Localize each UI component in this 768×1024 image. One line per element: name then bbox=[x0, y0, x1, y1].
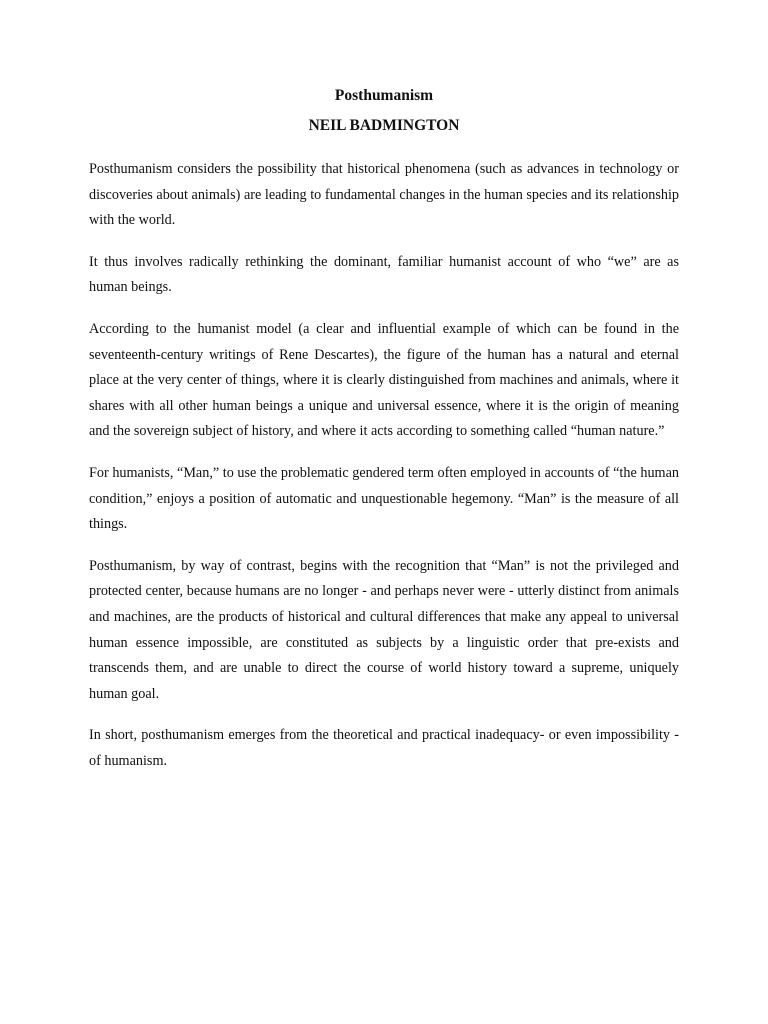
paragraph: It thus involves radically rethinking the dominant, familiar humanist account of who “we” are as human beings. bbox=[89, 253, 679, 296]
paragraph: Posthumanism considers the possibility that historical phenomena (such as advances in technology or discoveries about animals) are leading to fundamental changes in the human species and its relationship with the world. bbox=[89, 161, 679, 229]
paragraph: In short, posthumanism emerges from the theoretical and practical inadequacy- or even impossibility - of humanism. bbox=[89, 727, 679, 769]
document-author: NEIL BADMINGTON bbox=[308, 117, 460, 134]
paragraph: Posthumanism, by way of contrast, begins with the recognition that “Man” is not the privileged and protected center, because humans are no longer - and perhaps never were - utterly distinct from animals and machines, are the products of historical and cultural differences that make any appeal to universal human essence impossible, are constituted as subjects by a linguistic order that pre-exists and transcends them, and are unable to direct the course of world history toward a supreme, uniquely human goal. bbox=[89, 557, 679, 702]
document-body bbox=[89, 157, 679, 790]
document-title: Posthumanism bbox=[334, 87, 434, 104]
paragraph: For humanists, “Man,” to use the problematic gendered term often employed in accounts of “the human condition,” enjoys a position of automatic and unquestionable hegemony. “Man” is the measure of all things. bbox=[89, 464, 679, 533]
paragraph: According to the humanist model (a clear and influential example of which can be found in the seventeenth-century writings of Rene Descartes), the figure of the human has a natural and eternal place at the very center of things, where it is clearly distinguished from machines and animals, where it shares with all other human beings a unique and universal essence, where it is the origin of meaning and the sovereign subject of history, and where it acts according to something called “human nature.” bbox=[89, 320, 679, 440]
